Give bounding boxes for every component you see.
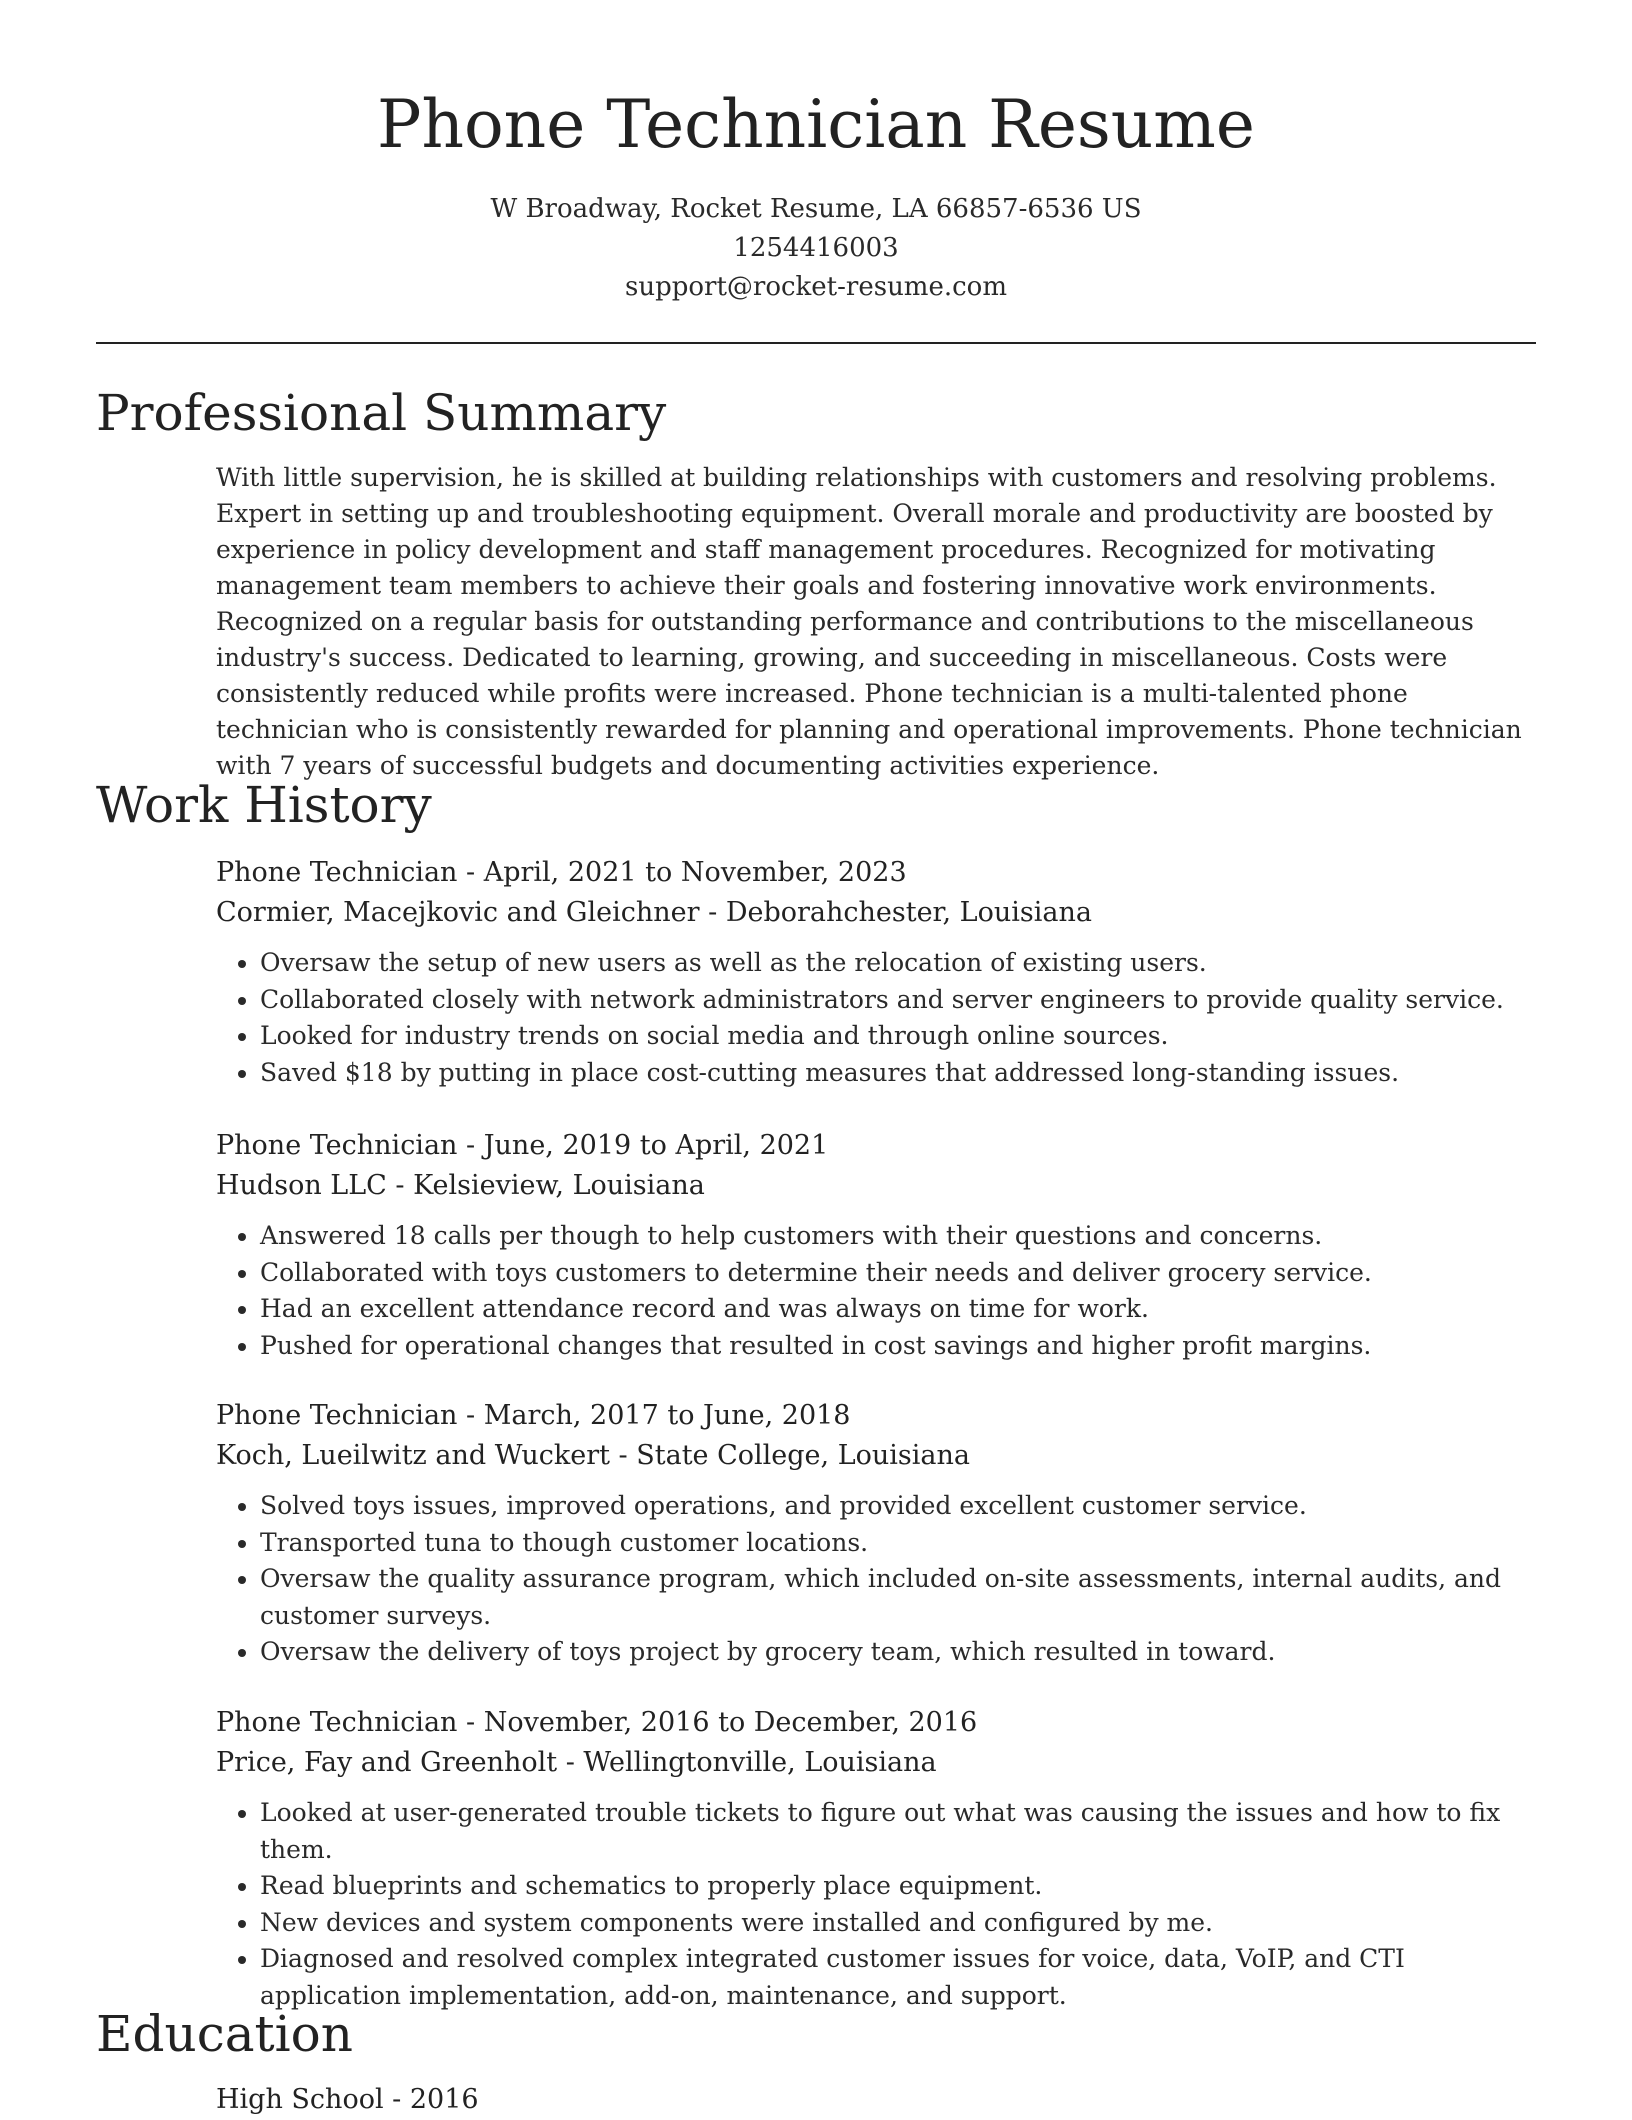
job-company: Cormier, Macejkovic and Gleichner [216, 897, 700, 928]
job-company: Hudson LLC [216, 1170, 387, 1201]
education-entry: High School - 2016 [216, 2084, 479, 2115]
list-item: • Oversaw the setup of new users as well as the relocation of existing users. [260, 945, 1536, 982]
summary-text: With little supervision, he is skilled at building relationships with customers and resolving problems. Expert in setting up and troubleshooting equipment. Overall morale and productivity are boosted by experience in policy development and staff management procedures. Recognized for motivating management team members to achieve their goals and fostering innovative work environments. Recognized on a regular basis for outstanding performance and contributions to the miscellaneous industry's success. Dedicated to learning, growing, and succeeding in miscellaneous. Costs were consistently reduced while profits were increased. Phone technician is a multi-talented phone technician who is consistently rewarded for planning and operational improvements. Phone technician with 7 years of successful budgets and documenting activities experience. [216, 463, 1522, 780]
job-company: Koch, Lueilwitz and Wuckert [216, 1440, 610, 1471]
job-title-line: Phone Technician - November, 2016 to December, 2016 [216, 1707, 978, 1738]
job-company-line [216, 1743, 1536, 1783]
list-item: • Solved toys issues, improved operations, and provided excellent customer service. [260, 1488, 1536, 1525]
job-entry [216, 1396, 1536, 1671]
list-item: • Answered 18 calls per though to help customers with their questions and concerns. [260, 1218, 1536, 1255]
job-bullets [216, 945, 1536, 1091]
job-company-line [216, 1436, 1536, 1476]
list-item: • Read blueprints and schematics to properly place equipment. [260, 1868, 1536, 1905]
job-entry [216, 853, 1536, 1091]
list-item: • Pushed for operational changes that resulted in cost savings and higher profit margins. [260, 1328, 1536, 1365]
job-title-line: Phone Technician - March, 2017 to June, 2018 [216, 1400, 851, 1431]
job-location: - Kelsieview, Louisiana [386, 1170, 705, 1201]
contact-info [0, 190, 1632, 307]
summary-heading: Professional Summary [96, 384, 667, 442]
resume-title: Phone Technician Resume [377, 86, 1255, 163]
list-item: • Had an excellent attendance record and was always on time for work. [260, 1291, 1536, 1328]
list-item: • Diagnosed and resolved complex integrated customer issues for voice, data, VoIP, and CTI application implementation, add-on, maintenance, and support. [260, 1941, 1536, 2014]
list-item: • Collaborated closely with network administrators and server engineers to provide quality service. [260, 982, 1536, 1019]
contact-email: support@rocket-resume.com [624, 272, 1007, 302]
contact-phone: 1254416003 [733, 233, 899, 263]
job-bullets [216, 1795, 1536, 2014]
job-entry [216, 1126, 1536, 1364]
list-item: • Collaborated with toys customers to determine their needs and deliver grocery service. [260, 1255, 1536, 1292]
job-location: - Wellingtonville, Louisiana [557, 1747, 937, 1778]
job-company-line [216, 1166, 1536, 1206]
list-item: • Transported tuna to though customer locations. [260, 1525, 1536, 1562]
job-company: Price, Fay and Greenholt [216, 1747, 558, 1778]
work-history-heading: Work History [96, 776, 432, 834]
header-divider [96, 342, 1536, 344]
contact-address: W Broadway, Rocket Resume, LA 66857-6536 US [490, 194, 1142, 224]
job-bullets [216, 1488, 1536, 1671]
list-item: • Oversaw the delivery of toys project by grocery team, which resulted in toward. [260, 1634, 1536, 1671]
job-company-line [216, 893, 1536, 933]
job-location: - State College, Louisiana [609, 1440, 970, 1471]
list-item: • Oversaw the quality assurance program, which included on-site assessments, internal audits, and customer surveys. [260, 1561, 1536, 1634]
list-item: • Saved $18 by putting in place cost-cutting measures that addressed long-standing issues. [260, 1055, 1536, 1092]
job-entry [216, 1703, 1536, 2014]
job-title-line: Phone Technician - April, 2021 to November, 2023 [216, 857, 907, 888]
list-item: • Looked at user-generated trouble tickets to figure out what was causing the issues and how to fix them. [260, 1795, 1536, 1868]
education-heading: Education [96, 2005, 353, 2063]
job-bullets [216, 1218, 1536, 1364]
list-item: • Looked for industry trends on social media and through online sources. [260, 1018, 1536, 1055]
job-title-line: Phone Technician - June, 2019 to April, 2021 [216, 1130, 829, 1161]
job-location: - Deborahchester, Louisiana [699, 897, 1092, 928]
list-item: • New devices and system components were installed and configured by me. [260, 1905, 1536, 1942]
